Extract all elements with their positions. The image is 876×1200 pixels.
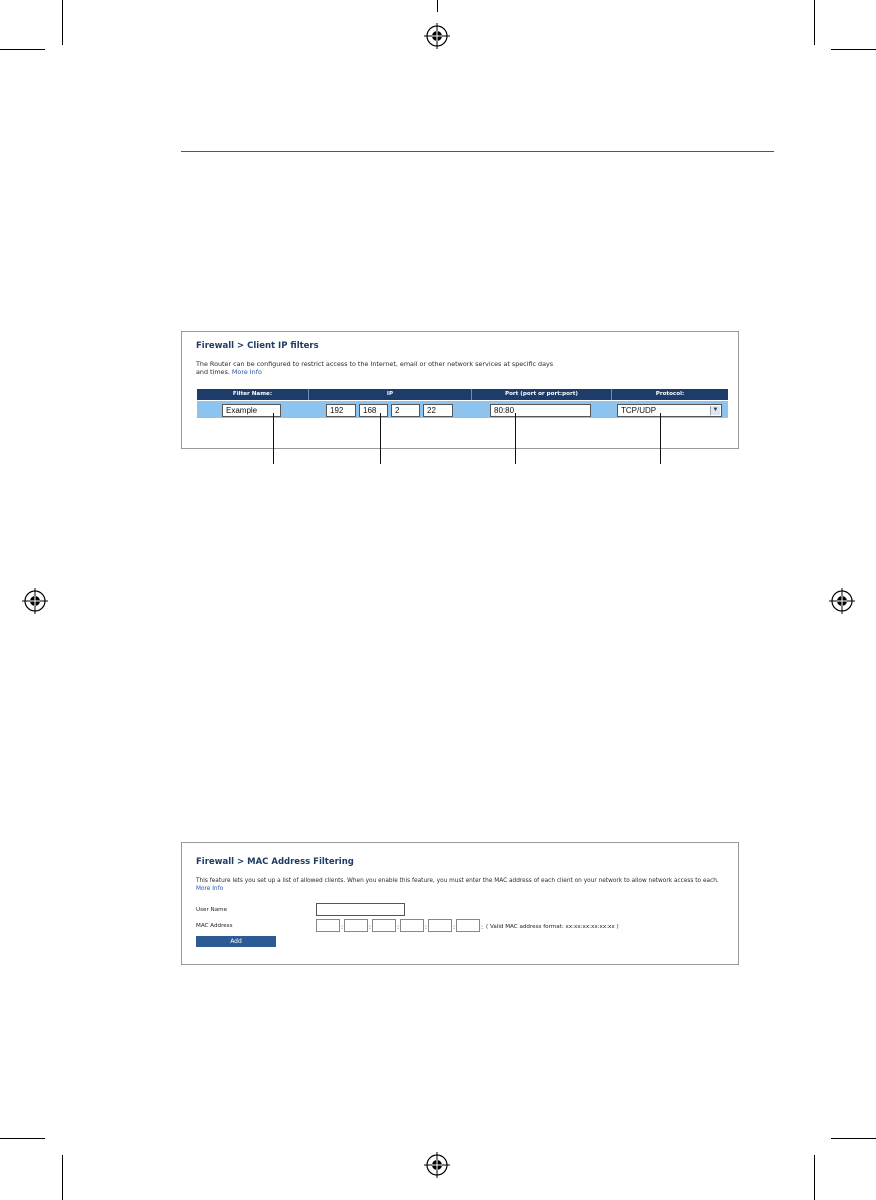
mac-filtering-description [196, 877, 728, 893]
column-header-filter-name: Filter Name: [197, 389, 309, 400]
crop-mark [814, 1155, 815, 1200]
ip-octet-2-input[interactable]: 168 [359, 404, 388, 417]
client-ip-filters-description [196, 360, 566, 376]
crop-mark [831, 49, 876, 50]
mac-octet-2-input[interactable] [344, 919, 368, 932]
crop-mark [814, 0, 815, 45]
protocol-selected-value: TCP/UDP [621, 406, 657, 415]
mac-octet-1-input[interactable] [316, 919, 340, 932]
callout-line [273, 413, 274, 464]
mac-separator: : [481, 924, 484, 931]
mac-separator: : [425, 924, 428, 931]
more-info-link[interactable]: More Info [196, 886, 224, 892]
callout-line [515, 413, 516, 464]
crop-mark [437, 0, 438, 12]
callout-line [660, 413, 661, 464]
add-button[interactable]: Add [196, 936, 276, 947]
column-header-ip: IP [309, 389, 472, 400]
crop-mark [0, 49, 45, 50]
registration-mark-icon [829, 588, 855, 614]
mac-separator: : [369, 924, 372, 931]
crop-mark [0, 1138, 45, 1139]
protocol-select[interactable] [617, 404, 722, 417]
client-ip-filters-title: Firewall > Client IP filters [196, 341, 319, 351]
mac-format-hint: ( Valid MAC address format: xx:xx:xx:xx:xx:xx ) [486, 924, 619, 930]
description-text: This feature lets you set up a list of allowed clients. When you enable this feature, you must enter the MAC address of each client on your network to allow network access to each. [196, 878, 719, 884]
column-header-protocol: Protocol: [612, 389, 728, 400]
mac-filtering-title: Firewall > MAC Address Filtering [196, 857, 354, 867]
mac-octet-3-input[interactable] [372, 919, 396, 932]
chevron-down-icon[interactable]: ▼ [710, 406, 720, 415]
callout-line [380, 413, 381, 464]
filter-name-input[interactable]: Example [222, 404, 281, 417]
mac-separator: : [341, 924, 344, 931]
port-input[interactable]: 80:80 [490, 404, 591, 417]
user-name-input[interactable] [316, 903, 405, 916]
more-info-link[interactable]: More Info [231, 368, 262, 376]
crop-mark [62, 1155, 63, 1200]
mac-octet-5-input[interactable] [428, 919, 452, 932]
mac-octet-6-input[interactable] [456, 919, 480, 932]
mac-octet-4-input[interactable] [400, 919, 424, 932]
registration-mark-icon [424, 23, 450, 49]
registration-mark-icon [424, 1152, 450, 1178]
mac-separator: : [397, 924, 400, 931]
registration-mark-icon [22, 588, 48, 614]
crop-mark [62, 0, 63, 45]
header-rule [181, 151, 774, 152]
description-text: The Router can be configured to restrict access to the Internet, email or other network services at specific days and times. [196, 360, 554, 376]
crop-mark [831, 1138, 876, 1139]
mac-address-label: MAC Address [196, 923, 233, 929]
ip-octet-3-input[interactable]: 2 [391, 404, 420, 417]
user-name-label: User Name [196, 907, 228, 913]
mac-separator: : [453, 924, 456, 931]
ip-octet-1-input[interactable]: 192 [326, 404, 356, 417]
ip-octet-4-input[interactable]: 22 [423, 404, 453, 417]
column-header-port: Port (port or port:port) [472, 389, 612, 400]
